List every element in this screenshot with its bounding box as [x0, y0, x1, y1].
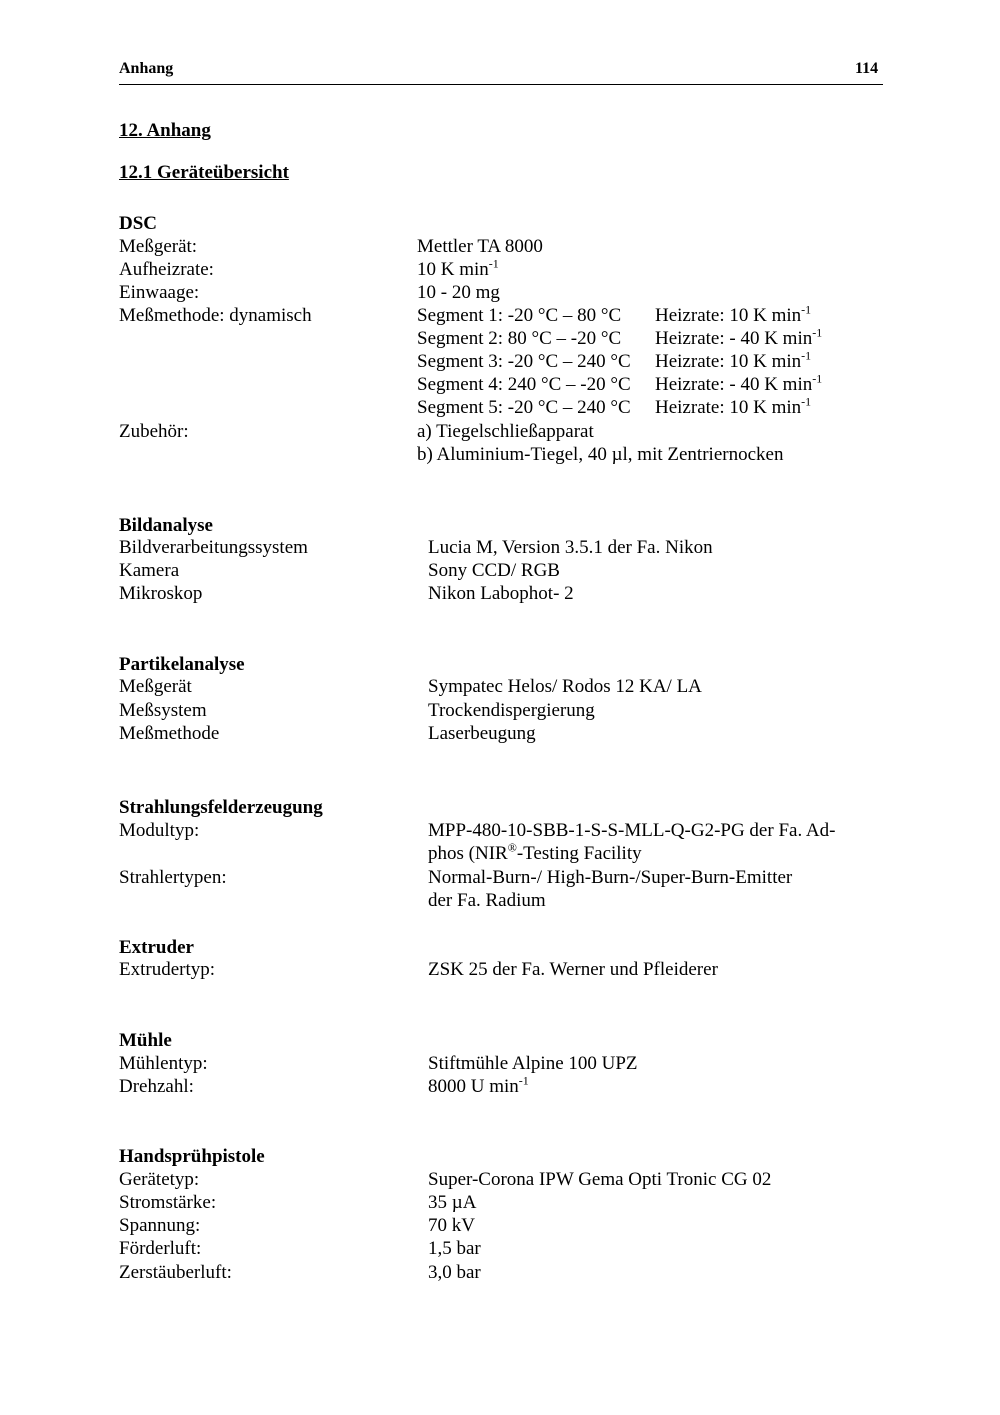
- dsc-segment-5: Segment 5: -20 °C – 240 °C: [417, 397, 631, 418]
- partikelanalyse-value-messmethode: Laserbeugung: [428, 723, 536, 744]
- dsc-segment-3-rate: Heizrate: 10 K $\min^{-1}$: [655, 348, 812, 372]
- dsc-label-messmethode: Meßmethode: dynamisch: [119, 305, 312, 326]
- hand-value-spannung: 70 kV: [428, 1215, 475, 1236]
- partikelanalyse-label-messgeraet: Meßgerät: [119, 676, 192, 697]
- partikelanalyse-value-messgeraet: Sympatec Helos/ Rodos 12 KA/ LA: [428, 676, 702, 697]
- extruder-title: Extruder: [119, 937, 194, 958]
- dsc-segment-1-rate: Heizrate: 10 K $\min^{-1}$: [655, 302, 812, 326]
- extruder-value-typ: ZSK 25 der Fa. Werner und Pfleiderer: [428, 959, 718, 980]
- dsc-value-einwaage: 10 - 20 mg: [417, 282, 500, 303]
- dsc-label-aufheizrate: Aufheizrate:: [119, 259, 214, 280]
- running-header-title: Anhang: [119, 60, 174, 77]
- strahlung-label-strahlertypen: Strahlertypen:: [119, 867, 227, 888]
- dsc-value-messgeraet: Mettler TA 8000: [417, 236, 543, 257]
- strahlung-label-modultyp: Modultyp:: [119, 820, 200, 841]
- hand-label-spannung: Spannung:: [119, 1215, 201, 1236]
- dsc-segment-5-rate: Heizrate: 10 K $\min^{-1}$: [655, 394, 812, 418]
- muehle-value-drehzahl: 8000 U $\min^{-1}$: [428, 1073, 529, 1097]
- dsc-segment-2: Segment 2: 80 °C – -20 °C: [417, 328, 622, 349]
- dsc-segment-2-rate: Heizrate: - 40 K $\min^{-1}$: [655, 325, 823, 349]
- dsc-segment-1: Segment 1: -20 °C – 80 °C: [417, 305, 622, 326]
- header-rule: [119, 84, 883, 85]
- hand-label-zerstaeuberluft: Zerstäuberluft:: [119, 1262, 232, 1283]
- hand-value-foerderluft: 1,5 bar: [428, 1238, 481, 1259]
- bildanalyse-title: Bildanalyse: [119, 515, 213, 536]
- dsc-label-zubehoer: Zubehör:: [119, 421, 189, 442]
- hand-value-geraetetyp: Super-Corona IPW Gema Opti Tronic CG 02: [428, 1169, 772, 1190]
- strahlung-value-strahlertypen-line2: der Fa. Radium: [428, 890, 546, 911]
- dsc-segment-3: Segment 3: -20 °C – 240 °C: [417, 351, 631, 372]
- hand-label-foerderluft: Förderluft:: [119, 1238, 202, 1259]
- dsc-segment-4: Segment 4: 240 °C – -20 °C: [417, 374, 631, 395]
- hand-label-stromstaerke: Stromstärke:: [119, 1192, 217, 1213]
- muehle-label-drehzahl: Drehzahl:: [119, 1076, 194, 1097]
- page-number: 114: [855, 60, 879, 77]
- section-heading: 12.1 Geräteübersicht: [119, 162, 289, 183]
- dsc-value-aufheizrate: 10 K $\min^{-1}$: [417, 256, 499, 280]
- muehle-value-typ: Stiftmühle Alpine 100 UPZ: [428, 1053, 638, 1074]
- chapter-heading: 12. Anhang: [119, 120, 211, 141]
- bildanalyse-value-mikroskop: Nikon Labophot- 2: [428, 583, 574, 604]
- strahlung-value-modultyp-line2: phos (NIR®-Testing Facility: [428, 840, 642, 864]
- bildanalyse-label-mikroskop: Mikroskop: [119, 583, 203, 604]
- extruder-label-typ: Extrudertyp:: [119, 959, 216, 980]
- muehle-label-typ: Mühlentyp:: [119, 1053, 208, 1074]
- dsc-title: DSC: [119, 213, 158, 234]
- hand-label-geraetetyp: Gerätetyp:: [119, 1169, 200, 1190]
- bildanalyse-value-kamera: Sony CCD/ RGB: [428, 560, 560, 581]
- bildanalyse-value-system: Lucia M, Version 3.5.1 der Fa. Nikon: [428, 537, 713, 558]
- hand-value-stromstaerke: 35 µA: [428, 1192, 477, 1213]
- muehle-title: Mühle: [119, 1030, 172, 1051]
- bildanalyse-label-system: Bildverarbeitungssystem: [119, 537, 308, 558]
- strahlung-value-strahlertypen-line1: Normal-Burn-/ High-Burn-/Super-Burn-Emitter: [428, 867, 793, 888]
- partikelanalyse-label-messmethode: Meßmethode: [119, 723, 220, 744]
- dsc-value-zubehoer-a: a) Tiegelschließapparat: [417, 421, 594, 442]
- dsc-label-einwaage: Einwaage:: [119, 282, 200, 303]
- bildanalyse-label-kamera: Kamera: [119, 560, 180, 581]
- strahlung-title: Strahlungsfelderzeugung: [119, 797, 323, 818]
- dsc-label-messgeraet: Meßgerät:: [119, 236, 198, 257]
- dsc-segment-4-rate: Heizrate: - 40 K $\min^{-1}$: [655, 371, 823, 395]
- partikelanalyse-value-messsystem: Trockendispergierung: [428, 700, 595, 721]
- handspruehpistole-title: Handsprühpistole: [119, 1146, 265, 1167]
- strahlung-value-modultyp-line1: MPP-480-10-SBB-1-S-S-MLL-Q-G2-PG der Fa. Ad-: [428, 820, 836, 841]
- partikelanalyse-label-messsystem: Meßsystem: [119, 700, 207, 721]
- partikelanalyse-title: Partikelanalyse: [119, 654, 245, 675]
- dsc-value-zubehoer-b: b) Aluminium-Tiegel, 40 µl, mit Zentriernocken: [417, 444, 784, 465]
- hand-value-zerstaeuberluft: 3,0 bar: [428, 1262, 481, 1283]
